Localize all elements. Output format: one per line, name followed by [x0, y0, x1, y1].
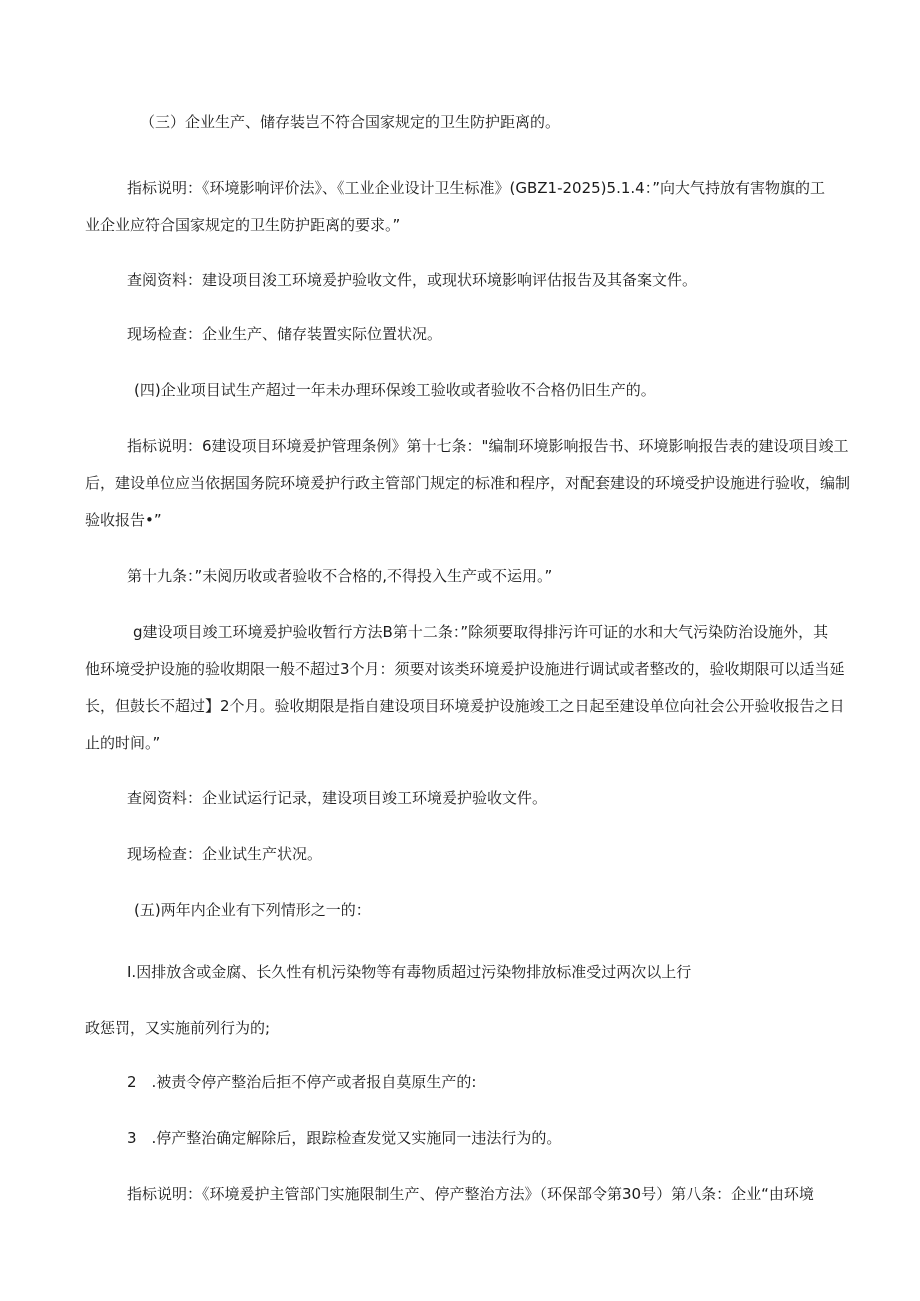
text-line: 止的时间。”	[85, 734, 161, 752]
text-line: 验收报告•”	[85, 511, 162, 529]
text-line: 指标说明：6建设项目环境爰护管理条例》第十七条："编制环境影响报告书、环境影响报告表的建设项目竣工	[127, 437, 849, 455]
site-inspection	[127, 316, 442, 353]
text-line: 2 .被责令停产整治后拒不停产或者报自莫原生产的:	[127, 1073, 477, 1091]
text-line: 长，但鼓长不超过】2个月。验收期限是指自建设项目环境爰护设施竣工之日起至建设单位向社会公开验收报告之日	[85, 697, 845, 715]
text-line: （三）企业生产、储存装岂不符合国家规定的卫生防护距离的。	[140, 113, 561, 131]
article-19	[127, 558, 552, 595]
reference-materials	[127, 262, 697, 299]
text-line: I.因排放含或金腐、长久性有机污染物等有毒物质超过污染物排放标准受过两次以上行	[127, 963, 692, 981]
site-inspection	[127, 836, 322, 873]
text-line: 3 .停产整治确定解除后，跟踪检查发觉又实施同一违法行为的。	[127, 1129, 562, 1147]
text-line: 现场检查：企业生产、储存装置实际位置状况。	[127, 325, 443, 343]
text-line: 他环境受护设施的验收期限一般不超过3个月：须要对该类环境爰护设施进行调试或者整改的，验收期限可以适当延	[85, 660, 845, 678]
list-item-2	[127, 1064, 476, 1101]
text-line: 指标说明：《环境爰护主管部门实施限制生产、停产整治方法》（环保部令第30号）第八条：企业“由环境	[127, 1185, 814, 1203]
text-line: g建设项目竣工环境爰护验收暂行方法B第十二条：”除须要取得排污许可证的水和大气污染防治设施外，其	[133, 623, 829, 641]
indicator-description	[85, 170, 825, 244]
text-line: 后，建设单位应当依据国务院环境爰护行政主管部门规定的标准和程序，对配套建设的环境受护设施进行验收，编制	[85, 474, 851, 492]
section-heading-3	[140, 104, 560, 141]
list-item-1-continued	[85, 1010, 270, 1047]
indicator-description	[85, 428, 850, 539]
indicator-description	[127, 1176, 814, 1213]
list-item-1	[127, 954, 691, 991]
reference-materials	[127, 780, 547, 817]
text-line: 第十九条：”未阅历收或者验收不合格的,不得投入生产或不运用。”	[127, 567, 553, 585]
text-line: (四)企业项目试生产超过一年未办理环保竣工验收或者验收不合格仍旧生产的。	[134, 381, 656, 399]
section-heading-4	[134, 372, 656, 409]
article-12-quote	[85, 614, 845, 762]
text-line: 业企业应符合国家规定的卫生防护距离的要求。”	[85, 216, 401, 234]
text-line: 指标说明：《环境影响评价法》、《工业企业设计卫生标准》(GBZ1-2025)5.1.4：”向大气持放有害物旗的工	[127, 179, 825, 197]
text-line: 查阅资料：企业试运行记录，建设项目竣工环境爰护验收文件。	[127, 789, 548, 807]
text-line: 现场检查：企业试生产状况。	[127, 845, 323, 863]
text-line: 政惩罚，又实施前列行为的;	[85, 1019, 271, 1037]
list-item-3	[127, 1120, 561, 1157]
section-heading-5	[134, 892, 371, 929]
text-line: (五)两年内企业有下列情形之一的：	[134, 901, 371, 919]
text-line: 查阅资料：建设项目浚工环境爰护验收文件，或现状环境影响评估报告及其备案文件。	[127, 271, 698, 289]
